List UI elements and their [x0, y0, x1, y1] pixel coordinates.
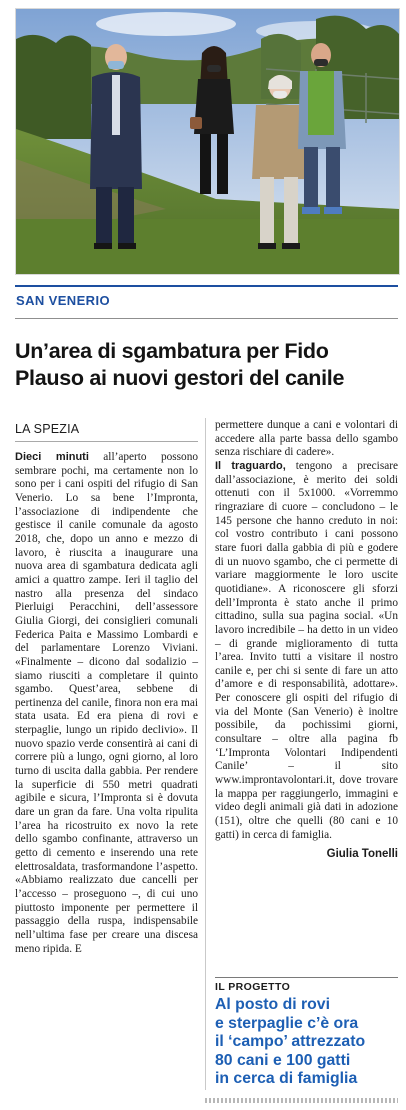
box-top-rule	[215, 977, 398, 978]
headline-line-1: Un’area di sgambatura per Fido	[15, 339, 329, 363]
box-headline	[215, 996, 400, 1089]
box-headline-line-3: il ‘campo’ attrezzato	[215, 1033, 366, 1050]
body-text-1: all’aperto possono sembrare pochi, ma certamente non lo sono per i cani ospiti del rifugio di San Venerio. Lo sa bene l’Impronta, l’associazione di indipendente che gestisce il canile comunale da agosto 2018, che, dopo un anno e mezzo di lavoro, è riuscita a inaugurare una nuova area di sgambatura dedicata agli amici a quattro zampe. Ieri il taglio del nastro alla presenza del sindaco Pierluigi Peracchini, dell’assessore Giulia Giorgi, dei consiglieri comunali Federica Paita e Massimo Lombardi e del parlamentare Lorenzo Viviani. «Finalmente – dicono dal sodalizio – siamo riusciti a completare il quinto sgambo. Quest’area, sebbene di pertinenza del canile, finora non era mai stata usata. Ed era piena di rovi e sterpaglie, lungo un ripido declivio». Il nuovo spazio verde consentirà ai cani di correre più a lungo, ogni giorno, al loro turno di uscita dalla gabbia. Per rendere la superficie di 550 metri quadrati agibile e sicura, l’Impronta si è dovuta dare un gran da fare. Una volta ripulita l’area ha ricostruito ex novo la rete dello sgambo confinante, attraverso un getto di cemento e inserendo una rete elettrosaldata, trasformandone l’aspetto. «Abbiamo realizzato due cancelli per l’accesso – proseguono –, di cui uno piuttosto imponente per permettere il passaggio della ruspa, indispensabile nell’ultima fase per creare una discesa meno ripida. E	[15, 451, 198, 955]
article-column-right	[215, 418, 398, 860]
box-headline-line-2: e sterpaglie c’è ora	[215, 1014, 359, 1032]
section-top-rule	[15, 285, 398, 287]
box-headline-line-5: in cerca di famiglia	[215, 1070, 358, 1087]
section-label: SAN VENERIO	[16, 293, 110, 308]
box-tag: IL PROGETTO	[215, 981, 291, 993]
article-photo	[15, 8, 400, 275]
dateline: LA SPEZIA	[15, 418, 198, 442]
box-headline-line-1: Al posto di rovi	[215, 996, 330, 1013]
body-paragraph-1	[15, 451, 198, 956]
author-signature: Giulia Tonelli	[326, 848, 398, 861]
body-paragraph-2	[215, 419, 398, 842]
lead-in-2: Il traguardo,	[215, 459, 286, 472]
box-headline-line-4: 80 cani e 100 gatti	[215, 1051, 351, 1069]
footer-strip	[205, 1098, 398, 1103]
lead-in: Dieci minuti	[15, 451, 89, 463]
body-text-3: tengono a precisare dall’associazione, è merito dei soldi ottenuti con il 5x1000. «Vorremmo ringraziare di cuore – concludono – le 145 persone che hanno creduto in noi: col vostro contributo i cani possono stare fuori dalla gabbia di più e godere di un nuovo sgambo, che ci permette di variare maggiormente le loro uscite quotidiane». A riconoscere gli sforzi dell’Impronta è stato anche il primo cittadino, sulla sua pagina social. «Un lavoro incredibile – ha detto in un video – di grande miglioramento di tutta l’area. Invito tutti a visitare il nostro canile e, per chi si sente di fare un atto d’amore e di responsabilità, adottare». Per conoscere gli ospiti del rifugio di via del Monte (San Venerio) è inoltre possibile, da pochissimi giorni, consultare – oltre alla pagina fb ‘L’Impronta Volontari Indipendenti Canile’ – il sito www.improntavolontari.it, dove trovare la mappa per raggiungerlo, immagini e video degli animali già dati in adozione (151), oltre che quelli (80 cani e 10 gatti) in cerca di famiglia.	[215, 459, 399, 841]
article-column-left	[15, 418, 198, 956]
headline	[15, 338, 400, 392]
column-divider	[205, 418, 206, 1090]
headline-line-2: Plauso ai nuovi gestori del canile	[15, 366, 345, 390]
section-bottom-rule	[15, 318, 398, 319]
body-text-2: permettere dunque a cani e volontari di accedere alla parte bassa dello sgambo senza rischiare di cadere».	[215, 419, 398, 459]
photo-illustration	[16, 9, 399, 274]
